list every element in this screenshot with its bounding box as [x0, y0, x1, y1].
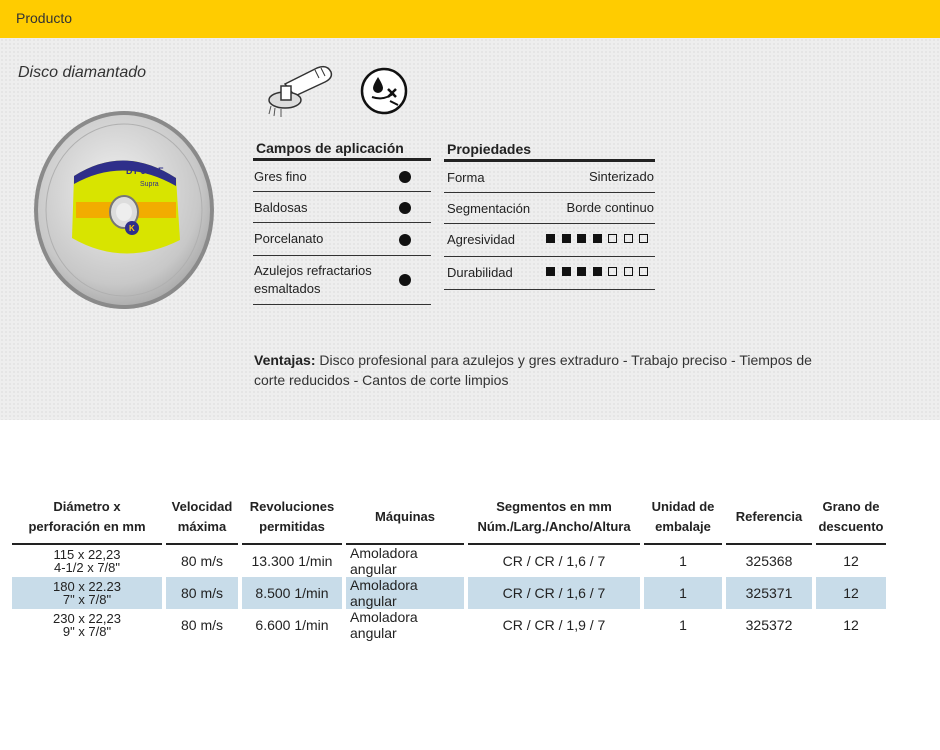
rating-filled-square — [577, 234, 586, 243]
application-label: esmaltados — [254, 281, 321, 296]
rating-empty-square — [624, 267, 633, 276]
column-header-rpm: Revoluciones permitidas — [242, 495, 342, 545]
cell-unit: 1 — [644, 577, 722, 609]
cell-diameter: 180 x 22.23 7" x 7/8" — [12, 577, 162, 609]
column-header-machines: Máquinas — [346, 495, 464, 545]
property-row — [444, 257, 655, 290]
application-title: Campos de aplicación — [253, 138, 431, 161]
application-label: Azulejos refractarios — [254, 263, 372, 278]
rating-empty-square — [639, 234, 648, 243]
cell-segments: CR / CR / 1,6 / 7 — [502, 553, 606, 569]
header-title: Producto — [16, 10, 73, 26]
application-fields — [253, 138, 431, 305]
brand-mark: K — [129, 224, 135, 233]
column-header-speed: Velocidad máxima — [166, 495, 238, 545]
application-label: Porcelanato — [254, 231, 324, 246]
cell-machine: Amoladora angular — [350, 545, 418, 577]
advantages-text — [254, 350, 834, 390]
cell-rpm: 13.300 1/min — [251, 553, 333, 569]
rating-filled-square — [593, 267, 602, 276]
rating-filled-square — [562, 267, 571, 276]
column-header-reference: Referencia — [726, 495, 812, 545]
application-label: Baldosas — [254, 200, 308, 215]
property-label: Durabilidad — [447, 265, 513, 280]
rating-empty-square — [608, 234, 617, 243]
cell-speed: 80 m/s — [166, 577, 238, 609]
cell-unit: 1 — [679, 617, 687, 633]
cell-reference: 325368 — [745, 553, 793, 569]
table-row — [12, 577, 886, 609]
angle-grinder-icon — [265, 62, 337, 120]
advantages-body: Disco profesional para azulejos y gres extraduro - Trabajo preciso - Tiempos de corte reducidos - Cantos de corte limpios — [254, 352, 812, 388]
cell-diameter: 115 x 22,23 4-1/2 x 7/8" — [53, 547, 121, 575]
property-row — [444, 224, 655, 257]
column-header-grain: Grano de descuento — [816, 495, 886, 545]
rating-empty-square — [639, 267, 648, 276]
table-row — [12, 609, 886, 641]
cell-speed: 80 m/s — [180, 617, 223, 633]
rating-empty-square — [608, 267, 617, 276]
suitable-dot-icon — [399, 202, 411, 214]
cell-rpm: 8.500 1/min — [242, 577, 342, 609]
top-bar — [0, 0, 940, 38]
property-label: Agresividad — [447, 232, 515, 247]
cell-diameter: 230 x 22,23 9" x 7/8" — [53, 611, 121, 639]
rating-filled-square — [577, 267, 586, 276]
suitable-dot-icon — [399, 274, 411, 286]
property-value: Sinterizado — [588, 169, 654, 184]
application-label: Gres fino — [254, 169, 307, 184]
specifications-table — [8, 495, 890, 641]
cell-segments: CR / CR / 1,9 / 7 — [502, 617, 606, 633]
cell-reference: 325371 — [726, 577, 812, 609]
application-row — [253, 256, 431, 305]
property-row — [444, 162, 655, 193]
product-name: Disco diamantado — [18, 64, 147, 81]
rating-filled-square — [546, 267, 555, 276]
table-row — [12, 545, 886, 577]
suitable-dot-icon — [399, 234, 411, 246]
property-row — [444, 193, 655, 224]
column-header-diameter: Diámetro x perforación en mm — [12, 495, 162, 545]
cell-machine: Amoladora angular — [350, 609, 418, 641]
cell-machine: Amoladora angular — [346, 577, 464, 609]
column-header-unit: Unidad de embalaje — [644, 495, 722, 545]
application-row — [253, 223, 431, 256]
property-label: Forma — [447, 170, 485, 185]
table-header-row — [12, 495, 886, 545]
properties-panel — [444, 139, 655, 290]
column-header-segments: Segmentos en mm Núm./Larg./Ancho/Altura — [468, 495, 640, 545]
cell-reference: 325372 — [745, 617, 793, 633]
cell-grain: 12 — [816, 577, 886, 609]
cell-speed: 80 m/s — [180, 553, 223, 569]
cell-unit: 1 — [679, 553, 687, 569]
cell-grain: 12 — [843, 553, 859, 569]
advantages-label: Ventajas: — [254, 352, 316, 368]
rating-filled-square — [546, 234, 555, 243]
wet-cutting-icon — [360, 67, 408, 115]
application-row — [253, 192, 431, 223]
cell-rpm: 6.600 1/min — [255, 617, 329, 633]
diamond-disc-image — [30, 108, 218, 312]
cell-segments: CR / CR / 1,6 / 7 — [468, 577, 640, 609]
rating-empty-square — [624, 234, 633, 243]
cell-grain: 12 — [843, 617, 859, 633]
properties-title: Propiedades — [444, 139, 655, 162]
property-value: Borde continuo — [566, 200, 654, 215]
rating-filled-square — [593, 234, 602, 243]
disc-sub-label: Supra — [140, 181, 159, 188]
suitable-dot-icon — [399, 171, 411, 183]
application-row — [253, 161, 431, 192]
property-label: Segmentación — [447, 201, 531, 216]
disc-model-label: DT 600 F — [126, 166, 164, 176]
rating-filled-square — [562, 234, 571, 243]
